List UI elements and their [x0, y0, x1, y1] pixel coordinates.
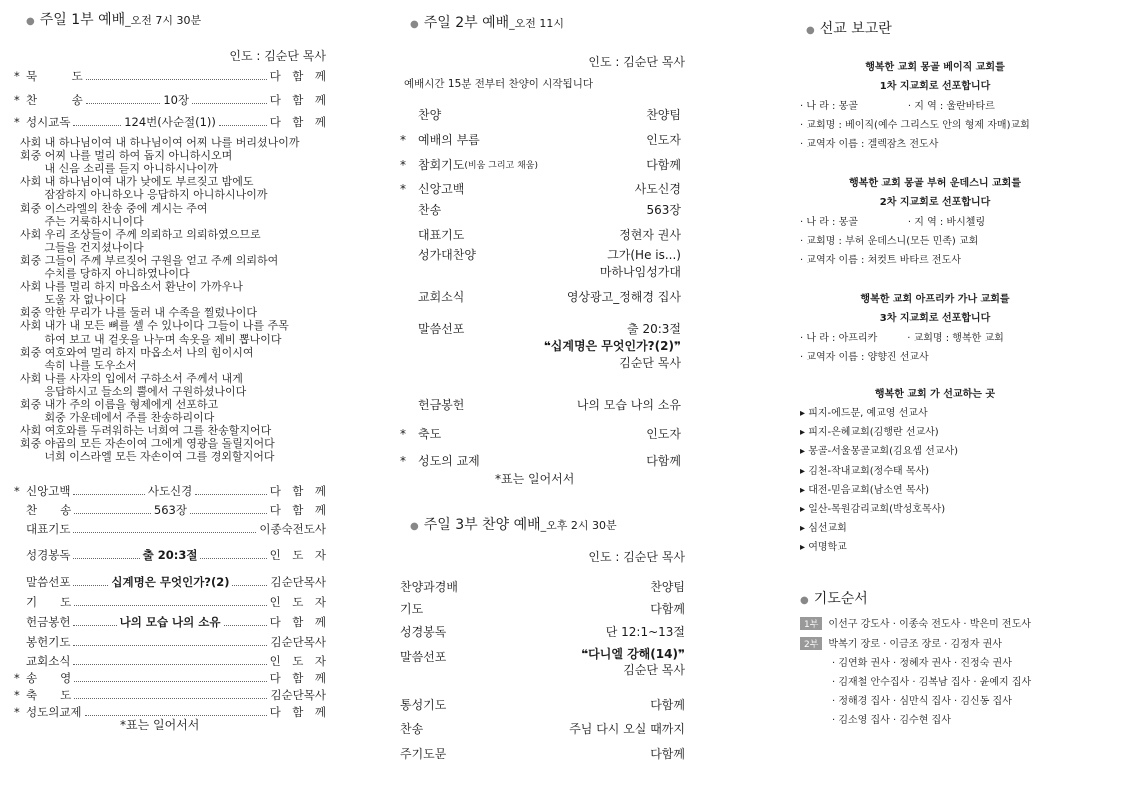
order-who: 다함께 [650, 602, 685, 616]
order-row [14, 92, 326, 108]
leader-dots [224, 619, 267, 626]
order-name: 성도의 교제 [418, 454, 480, 468]
bullet-icon: ● [806, 25, 815, 36]
order-row [400, 396, 685, 413]
service1-column [14, 0, 326, 794]
order-who: 다 함 께 [269, 484, 327, 498]
leader-dots [73, 488, 144, 495]
order-name: 찬송 [418, 203, 442, 217]
order-name: 성시교독 [26, 115, 71, 129]
order-row [14, 614, 326, 630]
choir-label: 성가대찬양 [418, 248, 476, 262]
order-detail: 출 20:3절 [142, 548, 198, 562]
order-row [14, 68, 326, 84]
leader-dots [86, 97, 161, 104]
order-name: 말씀선포 [26, 575, 71, 589]
service2-time: _오전 11시 [509, 17, 565, 30]
responsive-line: 사회 우리 조상들이 주께 의뢰하고 의뢰하였으므로 [20, 227, 261, 241]
responsive-line: 회중 그들이 주께 부르짖어 구원을 얻고 주께 의뢰하여 [20, 253, 279, 267]
order-detail: 563장 [153, 503, 187, 517]
order-row [400, 578, 685, 595]
mission-block-title: 행복한 교회 몽골 베이직 교회를 [865, 62, 1005, 73]
order-name: 헌금봉헌 [26, 615, 71, 629]
star-mark: * [400, 132, 406, 147]
service1-leader: 인도 : 김순단 목사 [229, 49, 326, 63]
pre-service-note: 예배시간 15분 전부터 찬양이 시작됩니다 [404, 78, 593, 90]
responsive-line: 사회 내가 내 모든 뼈를 셀 수 있나이다 그들이 나를 주목 [20, 319, 289, 333]
responsive-line: 속히 나를 도우소서 [20, 358, 137, 372]
prayer-row-5: · 정해경 집사 · 심만식 집사 · 김신동 집사 [832, 696, 1012, 707]
mission-block-subtitle: 3차 지교회로 선포합니다 [879, 313, 991, 324]
mission-detail: · 나 라 : 몽골 · 지 역 : 바시첼링 [800, 217, 986, 228]
leader-dots [74, 675, 266, 682]
responsive-line: 도울 자 없나이다 [20, 293, 126, 307]
service2-heading [410, 12, 564, 32]
prayer-row-2 [800, 635, 1002, 650]
order-row [14, 653, 326, 669]
service3-title: 주일 3부 찬양 예배 [423, 517, 541, 533]
order-row [14, 670, 326, 686]
order-who: 다 함 께 [269, 705, 326, 719]
order-name: 찬 송 [26, 503, 72, 517]
responsive-line: 그들을 건지셨나이다 [20, 240, 144, 254]
leader-dots [195, 488, 266, 495]
order-who: 다함께 [646, 454, 681, 468]
responsive-line: 너희 이스라엘 모든 자손이여 그를 경외할지어다 [20, 450, 275, 464]
responsive-line: 사회 나를 멀리 하지 마옵소서 환난이 가까우나 [20, 280, 243, 294]
standing-note: *표는 일어서서 [495, 472, 575, 486]
responsive-line: 회중 가운데에서 주를 찬송하리이다 [20, 411, 215, 425]
prayer-line-2: 박복기 장로 · 이금조 장로 · 김정자 권사 [828, 639, 1002, 650]
responsive-line: 회중 악한 무리가 나를 둘러 내 수족을 찔렀나이다 [20, 306, 257, 320]
order-row [400, 600, 685, 617]
order-who: 인도자 [646, 427, 681, 441]
mission-detail: · 교역자 이름 : 겔렉잠츠 전도사 [800, 139, 939, 150]
support-item: ▸ 일산-목원감리교회(박성호목사) [800, 504, 946, 515]
service3-time: _오후 2시 30분 [540, 519, 617, 532]
support-item: ▸ 심선교회 [800, 523, 847, 535]
standing-note: *표는 일어서서 [120, 718, 200, 732]
order-row [14, 483, 326, 499]
mission-block-title: 행복한 교회 몽골 부허 운데스니 교회를 [849, 178, 1021, 189]
order-detail: 10장 [163, 93, 190, 107]
order-who: 다 함 께 [269, 93, 327, 107]
order-who: 단 12:1~13절 [605, 625, 685, 639]
order-who: 사도신경 [634, 182, 681, 196]
order-row [14, 521, 326, 537]
prayer-tag-2: 2부 [800, 637, 822, 650]
order-note: (비움 그리고 채움) [464, 161, 538, 171]
order-name: 참회기도 [418, 158, 465, 172]
order-who: 다 함 께 [269, 671, 326, 685]
order-row [400, 623, 685, 640]
mission-heading [806, 18, 892, 38]
mission-detail: · 교회명 : 부허 운데스니(모든 민족) 교회 [800, 236, 979, 247]
responsive-line: 사회 내 하나님이여 내 하나님이여 어찌 나를 버리셨나이까 [20, 136, 300, 149]
order-who: 563장 [646, 203, 681, 217]
service3-heading [410, 514, 617, 534]
prayer-row-4: · 김재철 안수집사 · 김복남 집사 · 윤예지 집사 [832, 677, 1032, 688]
mission-block-title: 행복한 교회 아프리카 가나 교회를 [860, 294, 1010, 305]
order-name: 교회소식 [26, 654, 71, 668]
prayer-line-1: 이선구 강도사 · 이종숙 전도사 · 박은미 전도사 [828, 619, 1031, 630]
order-name: 찬 송 [26, 93, 83, 107]
sermon-ref: 출 20:3절 [627, 322, 681, 336]
mission-detail: · 교회명 : 베이직(예수 그리스도 안의 형제 자매)교회 [800, 120, 1030, 131]
order-row [400, 131, 685, 148]
star-mark: * [14, 115, 20, 129]
choir-group: 마하나임성가대 [599, 265, 681, 279]
leader-dots [192, 97, 267, 104]
sermon-preacher: 김순단 목사 [619, 356, 681, 370]
order-row [400, 720, 685, 737]
order-row [14, 574, 326, 590]
order-row [400, 201, 685, 218]
leader-dots [73, 119, 121, 126]
order-row [400, 696, 685, 713]
leader-dots [73, 552, 139, 559]
leader-dots [190, 507, 267, 514]
order-row [14, 502, 326, 518]
star-mark: * [14, 688, 20, 702]
order-name: 축 도 [26, 688, 72, 702]
star-mark: * [14, 484, 20, 498]
mission-column [800, 0, 1070, 794]
responsive-line: 수치를 당하지 아니하였나이다 [20, 267, 190, 280]
responsive-line: 회중 이스라엘의 찬송 중에 계시는 주여 [20, 201, 208, 215]
order-row [400, 226, 685, 243]
leader-dots [86, 73, 267, 80]
order-name: 신앙고백 [418, 182, 465, 196]
service2-title: 주일 2부 예배 [423, 15, 510, 31]
leader-dots [232, 579, 267, 586]
order-who: 나의 모습 나의 소유 [576, 398, 681, 412]
star-mark: * [14, 671, 20, 685]
service1-heading [26, 9, 201, 29]
order-row [14, 687, 326, 703]
service1-time: _오전 7시 30분 [125, 14, 202, 27]
leader-dots [73, 639, 267, 646]
support-item: ▸ 몽골-서울몽골교회(김요셉 선교사) [800, 446, 959, 458]
star-mark: * [400, 181, 406, 196]
supports-title: 행복한 교회 가 선교하는 곳 [874, 389, 996, 400]
prayer-tag-1: 1부 [800, 617, 822, 630]
responsive-line: 회중 여호와여 멀리 하지 마옵소서 나의 힘이시여 [20, 345, 254, 359]
mission-detail: · 교역자 이름 : 쳐컷트 바타르 전도사 [800, 255, 961, 266]
order-row [400, 745, 685, 762]
order-who: 김순단목사 [270, 575, 327, 589]
order-who: 다함께 [650, 747, 685, 761]
responsive-line: 회중 내가 주의 이름을 형제에게 선포하고 [20, 398, 219, 411]
order-detail: 사도신경 [147, 484, 193, 498]
star-mark: * [14, 93, 20, 107]
news-who: 영상광고_정해경 집사 [566, 290, 681, 304]
order-row [14, 114, 326, 130]
order-name: 송 영 [26, 671, 72, 685]
mission-block-subtitle: 1차 지교회로 선포합니다 [879, 81, 991, 92]
order-who: 인 도 자 [269, 595, 326, 609]
order-who: 다함께 [650, 698, 685, 712]
order-name: 주기도문 [400, 747, 447, 761]
order-row [400, 106, 685, 123]
order-name: 성경봉독 [400, 625, 447, 639]
order-detail: 124번(사순절(1)) [124, 115, 216, 129]
order-who: 김순단목사 [270, 635, 326, 649]
support-item: ▸ 김천-작내교회(정수태 목사) [800, 465, 930, 477]
order-name: 헌금봉헌 [418, 398, 465, 412]
responsive-line: 사회 나를 사자의 입에서 구하소서 주께서 내게 [20, 371, 243, 385]
order-name: 신앙고백 [26, 484, 71, 498]
order-name: 통성기도 [400, 698, 447, 712]
order-who: 정현자 권사 [619, 228, 681, 242]
order-who: 인 도 자 [269, 548, 326, 562]
order-row [14, 594, 326, 610]
service3-leader: 인도 : 김순단 목사 [588, 550, 685, 564]
order-name: 기도 [400, 602, 424, 616]
order-who: 다 함 께 [269, 69, 326, 83]
prayer-row-3: · 김연화 권사 · 정혜자 권사 · 진정숙 권사 [832, 658, 1012, 669]
leader-dots [73, 579, 108, 586]
leader-dots [73, 658, 266, 665]
support-item: ▸ 대전-믿음교회(남소연 목사) [800, 484, 930, 496]
news-label: 교회소식 [418, 290, 465, 304]
leader-dots [73, 619, 116, 626]
responsive-line: 응답하시고 들소의 뿔에서 구원하셨나이다 [20, 384, 247, 398]
leader-dots [200, 552, 266, 559]
star-mark: * [400, 157, 406, 172]
order-who: 다 함 께 [269, 503, 327, 517]
order-who: 다 함 께 [269, 615, 326, 629]
order-name: 묵 도 [26, 69, 83, 83]
leader-dots [73, 526, 256, 533]
order-name: 찬송 [400, 722, 424, 736]
order-name: 기 도 [26, 595, 72, 609]
leader-dots [219, 119, 267, 126]
star-mark: * [400, 453, 406, 468]
support-item: ▸ 피지-에드문, 예교영 선교사 [800, 408, 928, 419]
responsive-line: 사회 내 하나님이여 내가 낮에도 부르짖고 밤에도 [20, 175, 254, 189]
sermon3-label: 말씀선포 [400, 650, 447, 664]
order-row [400, 180, 685, 197]
order-who: 찬양팀 [646, 108, 681, 122]
responsive-line: 내 신음 소리를 듣지 아니하시나이까 [20, 162, 218, 176]
prayer-row-1 [800, 615, 1031, 630]
choir-song: 그가(He is...) [607, 248, 681, 262]
bullet-icon: ● [410, 19, 419, 30]
responsive-line: 회중 어찌 나를 멀리 하여 돕지 아니하시오며 [20, 149, 233, 163]
order-name: 찬양 [418, 108, 442, 122]
bullet-icon: ● [410, 521, 419, 532]
order-name: 성경봉독 [26, 548, 71, 562]
mission-block-subtitle: 2차 지교회로 선포합니다 [879, 197, 991, 208]
sermon-title: ❝십계명은 무엇인가?(2)❞ [543, 339, 681, 353]
order-name: 예배의 부름 [418, 133, 480, 147]
leader-dots [74, 599, 266, 606]
order-detail: 나의 모습 나의 소유 [119, 615, 221, 629]
order-who: 다함께 [646, 158, 681, 172]
support-item: ▸ 피지-은혜교회(김행란 선교사) [800, 427, 939, 439]
order-row [400, 425, 685, 442]
order-name: 봉헌기도 [26, 635, 71, 649]
service1-title: 주일 1부 예배 [39, 12, 126, 28]
order-who: 찬양팀 [650, 580, 685, 594]
responsive-line: 주는 거룩하시니이다 [20, 214, 144, 228]
prayer-title: 기도순서 [813, 591, 868, 607]
bullet-icon: ● [800, 595, 809, 606]
order-name: 찬양과경배 [400, 580, 458, 594]
order-who: 주님 다시 오실 때까지 [569, 722, 685, 736]
leader-dots [74, 692, 267, 699]
mission-title: 선교 보고란 [819, 21, 892, 37]
service2-column [400, 0, 685, 794]
responsive-line: 하여 보고 내 겉옷을 나누며 속옷을 제비 뽑나이다 [20, 332, 282, 346]
leader-dots [74, 507, 151, 514]
mission-detail: · 나 라 : 아프리카 · 교회명 : 행복한 교회 [800, 333, 1004, 344]
order-row [14, 547, 326, 563]
order-name: 대표기도 [418, 228, 465, 242]
mission-detail: · 교역자 이름 : 양향진 선교사 [800, 352, 929, 363]
order-row [400, 452, 685, 469]
star-mark: * [400, 426, 406, 441]
prayer-row-6: · 김소영 집사 · 김수현 집사 [832, 715, 951, 726]
sermon3-title: ❝다니엘 강해(14)❞ [581, 647, 685, 661]
prayer-heading [800, 588, 868, 608]
responsive-line: 잠잠하지 아니하오나 응답하지 아니하시나이까 [20, 188, 268, 202]
sermon3-preacher: 김순단 목사 [623, 663, 685, 677]
service2-leader: 인도 : 김순단 목사 [588, 55, 685, 69]
responsive-line: 회중 야곱의 모든 자손이여 그에게 영광을 돌릴지어다 [20, 437, 275, 451]
star-mark: * [14, 69, 20, 83]
responsive-line: 사회 여호와를 두려워하는 너희여 그를 찬송할지어다 [20, 424, 272, 438]
order-name: 대표기도 [26, 522, 71, 536]
order-name: 축도 [418, 427, 442, 441]
order-detail: 십계명은 무엇인가?(2) [111, 575, 230, 589]
bullet-icon: ● [26, 16, 35, 27]
support-item: ▸ 여명학교 [800, 542, 847, 554]
leader-dots [85, 709, 267, 716]
mission-detail: · 나 라 : 몽골 · 지 역 : 울란바타르 [800, 101, 995, 112]
order-who: 인도자 [646, 133, 681, 147]
order-row [14, 634, 326, 650]
sermon-label: 말씀선포 [418, 322, 465, 336]
order-name: 성도의교제 [26, 705, 82, 719]
order-who: 김순단목사 [270, 688, 326, 702]
order-who: 인 도 자 [269, 654, 326, 668]
order-row [400, 156, 685, 173]
order-who: 이종숙전도사 [259, 522, 326, 536]
order-who: 다 함 께 [269, 115, 327, 129]
star-mark: * [14, 705, 20, 719]
